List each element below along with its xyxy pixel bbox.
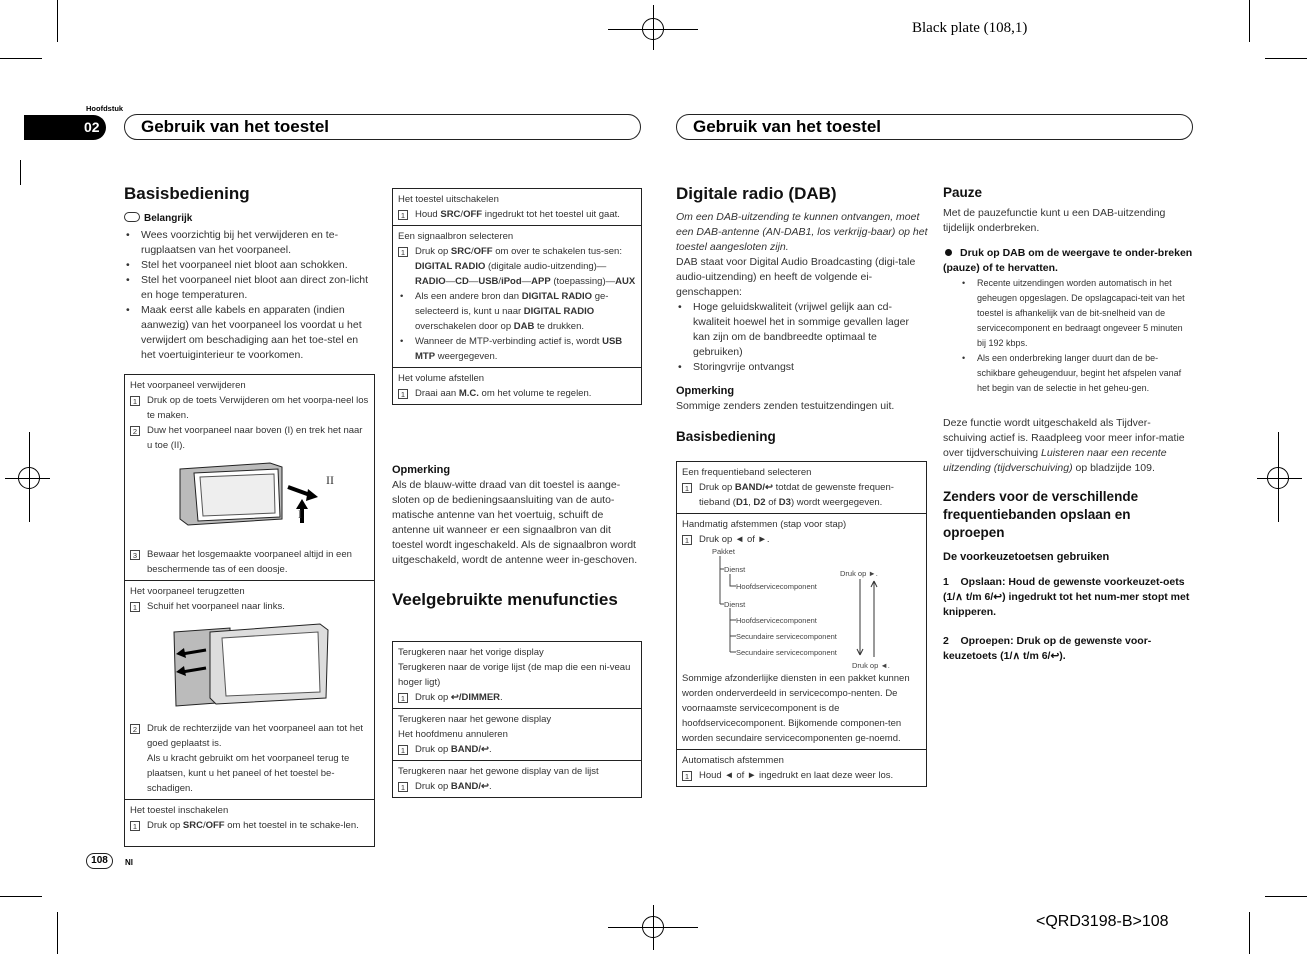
text: Druk op	[415, 781, 451, 792]
timeshift-note	[943, 416, 1193, 476]
source: AUX	[615, 276, 636, 287]
text: totdat de gewenste frequen-tieband (	[699, 482, 894, 508]
belangrijk-text: Belangrijk	[144, 213, 193, 224]
section-title-right: Gebruik van het toestel	[676, 114, 1193, 140]
text: (digitale audio-uitzending)—	[485, 261, 607, 272]
key-dimmer: ↩/DIMMER	[450, 692, 501, 703]
source: DIGITAL RADIO	[415, 261, 486, 272]
text: /	[202, 820, 206, 831]
list-item: • Maak eerst alle kabels en apparaten (indien aanwezig) van het voorpaneel los voordat u het verwijdert om beschadiging aan het toe-stel en het voertuiginterieur te voorkomen.	[124, 303, 374, 363]
crop-mark	[1249, 912, 1250, 954]
text: ingedrukt tot het toestel uit gaat.	[482, 209, 620, 220]
important-icon	[124, 212, 140, 222]
step: 1 Druk op ↩/DIMMER.	[398, 690, 636, 705]
bullet-dot	[945, 249, 952, 256]
crop-mark	[29, 432, 30, 522]
text: —	[468, 276, 479, 287]
key-band: BAND/↩	[450, 781, 489, 792]
list-item: • Als een onderbreking langer duurt dan de be-schikbare geheugenduur, begint het afspelen vanaf het begin van de selectie in het geheu-gen.	[960, 351, 1193, 396]
section-previous-display	[393, 642, 641, 709]
section-title: Terugkeren naar het vorige display	[398, 647, 544, 658]
crop-mark	[1265, 896, 1307, 897]
diagram-label: Hoofdservicecomponent	[736, 616, 817, 625]
source: USB	[478, 276, 499, 287]
belangrijk-label	[124, 211, 374, 226]
text: (toepassing)—	[550, 276, 616, 287]
column-1	[124, 184, 374, 363]
section-title: Het voorpaneel terugzetten	[130, 586, 245, 597]
section-title: Handmatig afstemmen (stap voor stap)	[682, 519, 847, 530]
manual-tuning-text: Sommige afzonderlijke diensten in een pakket kunnen worden onderverdeeld in servicecompo-nenten. De voornaamste servicecomponent is de hoofdservicecomponent. Bijkomende componen-ten worden secundaire servicecomponenten ge-noemd.	[682, 673, 910, 744]
key-band: BAND/↩	[450, 744, 489, 755]
text: Druk op	[415, 246, 451, 257]
section-power-off	[393, 189, 641, 226]
step-text: Bewaar het losgemaakte voorpaneel altijd in een beschermende tas of een doosje.	[147, 549, 352, 575]
text: /	[470, 246, 474, 257]
crop-mark	[1278, 432, 1279, 522]
step: 2 Duw het voorpaneel naar boven (I) en trek het naar u toe (II).	[130, 423, 369, 453]
text: Als een andere bron dan	[415, 291, 522, 302]
language-label: Nl	[125, 858, 133, 867]
box-basic-ops	[392, 188, 642, 405]
step-text: Druk op ◄ of ►.	[699, 534, 770, 545]
diagram-lines	[682, 547, 922, 671]
section-title: Een frequentieband selecteren	[682, 467, 812, 478]
crop-mark	[1265, 58, 1307, 59]
section-title: Terugkeren naar het gewone display van de lijst	[398, 766, 599, 777]
diagram-label: Druk op ►.	[840, 569, 878, 578]
text: te drukken.	[534, 321, 584, 332]
band-d2: D2	[753, 497, 766, 508]
list-item: • Stel het voorpaneel niet bloot aan schokken.	[124, 258, 374, 273]
list-item	[398, 289, 636, 334]
text: Druk op	[699, 482, 735, 493]
box-dab-ops	[676, 461, 927, 787]
heading-pauze: Pauze	[943, 185, 983, 200]
heading-voorkeuze: De voorkeuzetoetsen gebruiken	[943, 551, 1110, 563]
list-item: • Storingvrije ontvangst	[676, 360, 928, 375]
service-diagram	[682, 547, 921, 671]
text: overschakelen door op	[415, 321, 514, 332]
crop-mark	[1249, 0, 1250, 42]
step-text: Houd ◄ of ► ingedrukt en laat deze weer los.	[699, 770, 894, 781]
source: CD	[455, 276, 469, 287]
plate-label: Black plate (108,1)	[912, 20, 1028, 36]
column-4	[943, 184, 1193, 664]
text: Druk op	[415, 744, 451, 755]
list-item: • Wees voorzichtig bij het verwijderen en te-rugplaatsen van het voorpaneel.	[124, 228, 374, 258]
section-manual-tuning	[677, 514, 926, 750]
document-code: <QRD3198-B>108	[1036, 913, 1169, 930]
box-menu-functions	[392, 641, 642, 798]
step-recall: 2 Oproepen: Druk op de gewenste voor-keuzetoets (1/∧ t/m 6/↩).	[943, 635, 1152, 662]
step: 1 Druk op SRC/OFF om het toestel in te schake-len.	[130, 818, 369, 833]
diagram-label: Secundaire servicecomponent	[736, 632, 837, 641]
text: Luisteren naar een recente uitzending (tijdverschuiving)	[943, 447, 1167, 474]
text: ) wordt weergegeven.	[790, 497, 883, 508]
label-I: I	[298, 507, 302, 521]
section-auto-tuning	[677, 750, 926, 786]
step: 1 Druk op BAND/↩.	[398, 779, 636, 794]
text: op bladzijde 109.	[1072, 462, 1155, 474]
heading-veelgebruikte: Veelgebruikte menufuncties	[392, 590, 618, 609]
box-panel-instructions	[124, 374, 375, 847]
crop-mark	[57, 0, 58, 42]
section-title: Het voorpaneel verwijderen	[130, 380, 246, 391]
note-heading: Opmerking	[392, 464, 451, 476]
text: —	[445, 276, 456, 287]
dab-features	[676, 300, 928, 375]
section-subtitle: Het hoofdmenu annuleren	[398, 729, 508, 740]
step-text: Schuif het voorpaneel naar links.	[147, 601, 285, 612]
section-frequency-band	[677, 462, 926, 514]
section-title: Het toestel inschakelen	[130, 805, 229, 816]
text: om over te schakelen tus-sen:	[492, 246, 622, 257]
dab-intro: DAB staat voor Digital Audio Broadcasting (digi-tale audio-uitzending) en heeft de volgende ei-genschappen:	[676, 256, 916, 298]
text: of	[765, 497, 779, 508]
text: DIGITAL RADIO	[523, 306, 595, 317]
text: Wanneer de MTP-verbinding actief is, wordt	[415, 336, 603, 347]
crop-mark	[5, 478, 50, 479]
illustration-attach-panel	[170, 620, 340, 715]
key-band: BAND/↩	[734, 482, 773, 493]
key-off: OFF	[463, 209, 483, 220]
section-power-on	[125, 800, 374, 836]
section-title: Een signaalbron selecteren	[398, 231, 514, 242]
illustration-remove-panel	[170, 459, 340, 541]
crop-mark	[653, 905, 654, 950]
diagram-label: Secundaire servicecomponent	[736, 648, 837, 657]
section-normal-display	[393, 709, 641, 761]
key-off: OFF	[473, 246, 493, 257]
step: 1 Druk op BAND/↩.	[398, 742, 636, 757]
text: ,	[748, 497, 754, 508]
band-d1: D1	[735, 497, 749, 508]
step: 1 Schuif het voorpaneel naar links.	[130, 599, 369, 614]
text: weergegeven.	[435, 351, 498, 362]
page-number: 108	[86, 853, 113, 869]
crop-mark	[57, 912, 58, 954]
text: DIGITAL RADIO	[521, 291, 593, 302]
step-text: Duw het voorpaneel naar boven (I) en trek het naar u toe (II).	[147, 425, 363, 451]
text: Druk op	[415, 692, 451, 703]
source: iPod	[501, 276, 522, 287]
section-remove-panel	[125, 375, 374, 581]
important-list	[124, 228, 374, 363]
list-item: • Hoge geluidskwaliteit (vrijwel gelijk aan cd-kwaliteit hoewel het in sommige gevallen lager kan zijn om de bandbreedte optimaal te gebruiken)	[676, 300, 928, 360]
step: 1 Druk op ◄ of ►.	[682, 532, 921, 547]
crop-mark	[1257, 478, 1302, 479]
diagram-label: Druk op ◄.	[852, 661, 890, 670]
step: 1 Houd ◄ of ► ingedrukt en laat deze weer los.	[682, 768, 921, 783]
text: USB MTP	[415, 336, 623, 362]
dab-intro-italic: Om een DAB-uitzending te kunnen ontvangen, moet een DAB-antenne (AN-DAB1, los verkrijg-baar) op het toestel aangesloten zijn.	[676, 211, 928, 253]
band-d3: D3	[778, 497, 791, 508]
pauze-bold-text: Druk op DAB om de weergave te onder-breken (pauze) of te hervatten.	[943, 247, 1193, 274]
column-2-notes	[392, 463, 644, 610]
heading-basisbediening-dab: Basisbediening	[676, 429, 776, 444]
column-3	[676, 184, 928, 446]
diagram-label: Dienst	[724, 600, 746, 609]
section-list-display	[393, 761, 641, 797]
crop-mark	[653, 5, 654, 50]
text: Houd	[415, 209, 441, 220]
list-item: • Recente uitzendingen worden automatisch in het geheugen opgeslagen. De opslagcapaci-teit van het toestel is afhankelijk van de bit-snelheid van de servicecomponent en bedraagt ongeveer 5 minuten bij 192 kbps.	[960, 276, 1193, 351]
section-title: Het volume afstellen	[398, 373, 485, 384]
text: .	[488, 781, 492, 792]
step: 1 Draai aan M.C. om het volume te regelen.	[398, 386, 636, 401]
section-title: Het toestel uitschakelen	[398, 194, 499, 205]
step: 1 Druk op BAND/↩ totdat de gewenste frequen-tieband (D1, D2 of D3) wordt weergegeven.	[682, 480, 921, 510]
section-title: Automatisch afstemmen	[682, 755, 784, 766]
key-src: SRC	[182, 820, 203, 831]
text: Druk op	[147, 820, 183, 831]
heading-dab: Digitale radio (DAB)	[676, 184, 837, 203]
section-attach-panel	[125, 581, 374, 800]
list-item	[398, 334, 636, 364]
section-title: Terugkeren naar het gewone display	[398, 714, 552, 725]
diagram-label: Pakket	[712, 547, 735, 556]
diagram-label: Hoofdservicecomponent	[736, 582, 817, 591]
key-mc: M.C.	[458, 388, 479, 399]
key-src: SRC	[440, 209, 461, 220]
text: Draai aan	[415, 388, 459, 399]
note-text: Als de blauw-witte draad van dit toestel is aange-sloten op de bedieningsaansluiting van de auto-matische antenne van het voertuig, schuift de antenne uit wanneer er een signaalbron van dit toestel wordt ingeschakeld. Als de signaalbron wordt uitgeschakeld, wordt de antenne weer in-geschoven.	[392, 479, 638, 566]
key-src: SRC	[450, 246, 471, 257]
pauze-notes	[960, 276, 1193, 396]
text: /	[498, 276, 502, 287]
diagram-label: Dienst	[724, 565, 746, 574]
source: APP	[531, 276, 551, 287]
key-off: OFF	[205, 820, 225, 831]
step: 1 Druk op SRC/OFF om over te schakelen tus-sen: DIGITAL RADIO (digitale audio-uitzending)—RADIO—CD—USB/iPod—APP (toepassing)—AUX	[398, 244, 636, 289]
text: DAB	[513, 321, 535, 332]
crop-mark	[0, 896, 42, 897]
chapter-label: Hoofdstuk	[86, 104, 124, 113]
section-subtitle: Terugkeren naar de vorige lijst (de map die een ni-veau hoger ligt)	[398, 662, 631, 688]
chapter-number: 02	[24, 115, 106, 140]
note-heading: Opmerking	[676, 385, 735, 397]
source: RADIO	[415, 276, 446, 287]
text: .	[488, 744, 492, 755]
text: ge-selecteerd is, kunt u naar	[415, 291, 609, 317]
list-item: • Stel het voorpaneel niet bloot aan direct zon-licht en hoge temperaturen.	[124, 273, 374, 303]
note-text: Sommige zenders zenden testuitzendingen uit.	[676, 400, 895, 412]
section-volume	[393, 368, 641, 404]
crop-mark	[20, 160, 21, 185]
text: Deze functie wordt uitgeschakeld als Tijdver-schuiving actief is. Raadpleeg voor meer infor-matie over tijdverschuiving	[943, 417, 1185, 459]
pauze-text: Met de pauzefunctie kunt u een DAB-uitzending tijdelijk onderbreken.	[943, 207, 1166, 234]
step-note: Als u kracht gebruikt om het voorpaneel terug te plaatsen, kunt u het paneel of het toestel be-schadigen.	[147, 753, 350, 794]
source-notes	[398, 289, 636, 364]
text: .	[500, 692, 503, 703]
text: om het volume te regelen.	[478, 388, 592, 399]
crop-mark	[0, 58, 42, 59]
step: 3 Bewaar het losgemaakte voorpaneel altijd in een beschermende tas of een doosje.	[130, 547, 369, 577]
step: 1 Houd SRC/OFF ingedrukt tot het toestel uit gaat.	[398, 207, 636, 222]
heading-basisbediening: Basisbediening	[124, 184, 250, 203]
text: /	[460, 209, 464, 220]
heading-zenders: Zenders voor de verschillende frequentiebanden opslaan en oproepen	[943, 489, 1139, 540]
pauze-instruction	[943, 246, 1193, 276]
text: om het toestel in te schake-len.	[224, 820, 359, 831]
section-title-left: Gebruik van het toestel	[124, 114, 641, 140]
text: —	[521, 276, 532, 287]
step-store: 1 Opslaan: Houd de gewenste voorkeuzet-oets (1/∧ t/m 6/↩) ingedrukt tot het num-mer stopt met knipperen.	[943, 576, 1193, 618]
step: 1 Druk op de toets Verwijderen om het voorpa-neel los te maken.	[130, 393, 369, 423]
step-text: Druk op de toets Verwijderen om het voorpa-neel los te maken.	[147, 395, 369, 421]
step: 2 Druk de rechterzijde van het voorpaneel aan tot het goed geplaatst is. Als u kracht gebruikt om het voorpaneel terug te plaatsen, kunt u het paneel of het toestel be-schadigen.	[130, 721, 369, 796]
step-text: Druk de rechterzijde van het voorpaneel aan tot het goed geplaatst is.	[147, 723, 363, 749]
label-II: II	[326, 473, 334, 487]
section-select-source	[393, 226, 641, 368]
